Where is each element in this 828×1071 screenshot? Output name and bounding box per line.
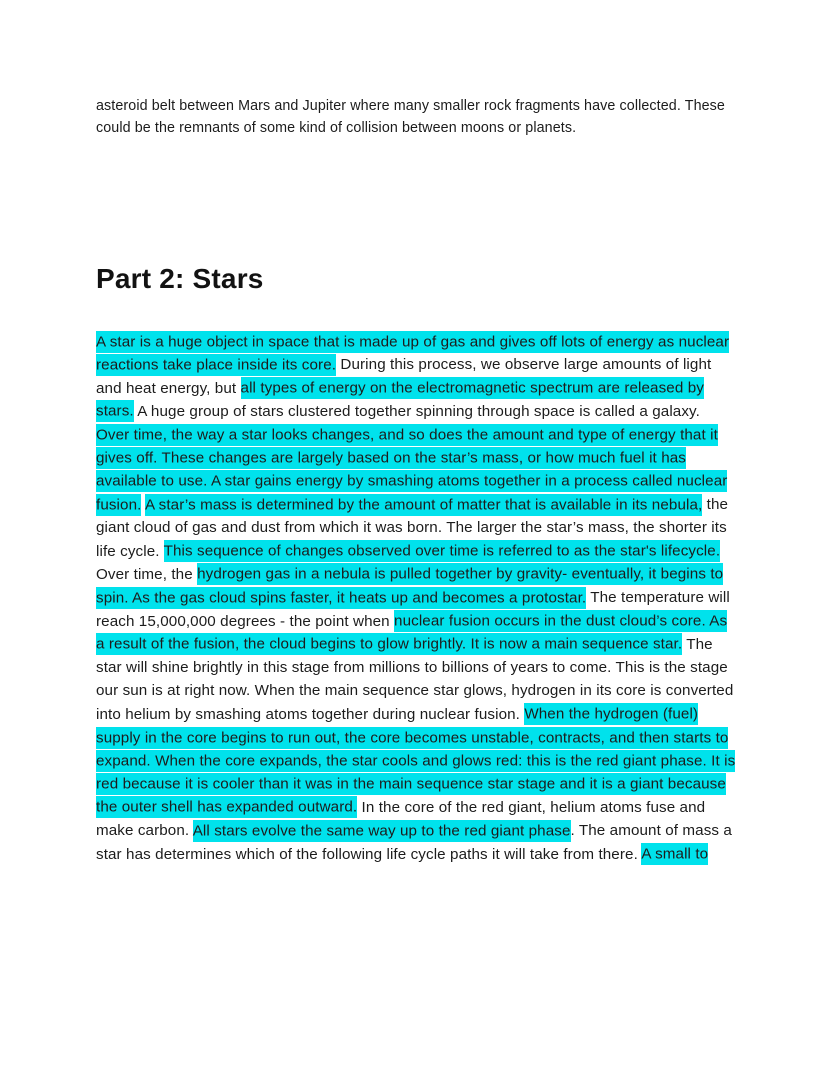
text-segment: the giant cloud of gas and dust from which it was born. The larger the star’s mass, the shorter its life cycle. (96, 496, 729, 560)
highlighted-text-segment: hydrogen gas in a nebula is pulled together by gravity- eventually, it begins to spin. As the gas cloud spins faster, it heats up and becomes a protostar. (96, 563, 723, 608)
highlighted-text-segment: Over time, the way a star looks changes, and so does the amount and type of energy that it gives off. These changes are largely based on the star’s mass, or how much fuel it has available to use. A star gains energy by smashing atoms together in a process called nuclear fusion. (96, 424, 727, 516)
highlighted-text-segment: A small to (641, 843, 708, 865)
highlighted-text-segment: nuclear fusion occurs in the dust cloud’s core. As a result of the fusion, the cloud begins to glow brightly. It is now a main sequence star. (96, 610, 727, 655)
text-segment: . The amount of mass a star has determines which of the following life cycle paths it will take from there. (96, 822, 732, 863)
text-segment: Over time, the (96, 565, 198, 583)
body-paragraph (96, 330, 736, 866)
text-segment: A huge group of stars clustered together spinning through space is called a galaxy. (133, 402, 700, 420)
highlighted-text-segment: A star is a huge object in space that is made up of gas and gives off lots of energy as nuclear reactions take place inside its core. (96, 331, 729, 376)
highlighted-text-segment: When the hydrogen (fuel) supply in the core begins to run out, the core becomes unstable, contracts, and then starts to expand. When the core expands, the star cools and glows red: this is the red giant phase. It is red because it is cooler than it was in the main sequence star stage and it is a giant because the outer shell has expanded outward. (96, 703, 735, 818)
text-segment: The temperature will reach 15,000,000 degrees - the point when (96, 589, 730, 630)
highlighted-text-segment: All stars evolve the same way up to the red giant phase (193, 820, 571, 842)
highlighted-text-segment: all types of energy on the electromagnetic spectrum are released by stars. (96, 377, 704, 422)
text-segment: The star will shine brightly in this stage from millions to billions of years to come. This is the stage our sun is at right now. When the main sequence star glows, hydrogen in its core is converted into helium by smashing atoms together during nuclear fusion. (96, 635, 734, 723)
intro-paragraph: asteroid belt between Mars and Jupiter where many smaller rock fragments have collected. These could be the remnants of some kind of collision between moons or planets. (96, 98, 725, 136)
text-segment: In the core of the red giant, helium atoms fuse and make carbon. (96, 798, 706, 840)
highlighted-text-segment: This sequence of changes observed over time is referred to as the star's lifecycle. (164, 540, 721, 562)
section-heading: Part 2: Stars (96, 263, 264, 294)
highlighted-text-segment: A star’s mass is determined by the amount of matter that is available in its nebula, (145, 494, 702, 516)
text-segment: During this process, we observe large amounts of light and heat energy, but (96, 356, 712, 397)
